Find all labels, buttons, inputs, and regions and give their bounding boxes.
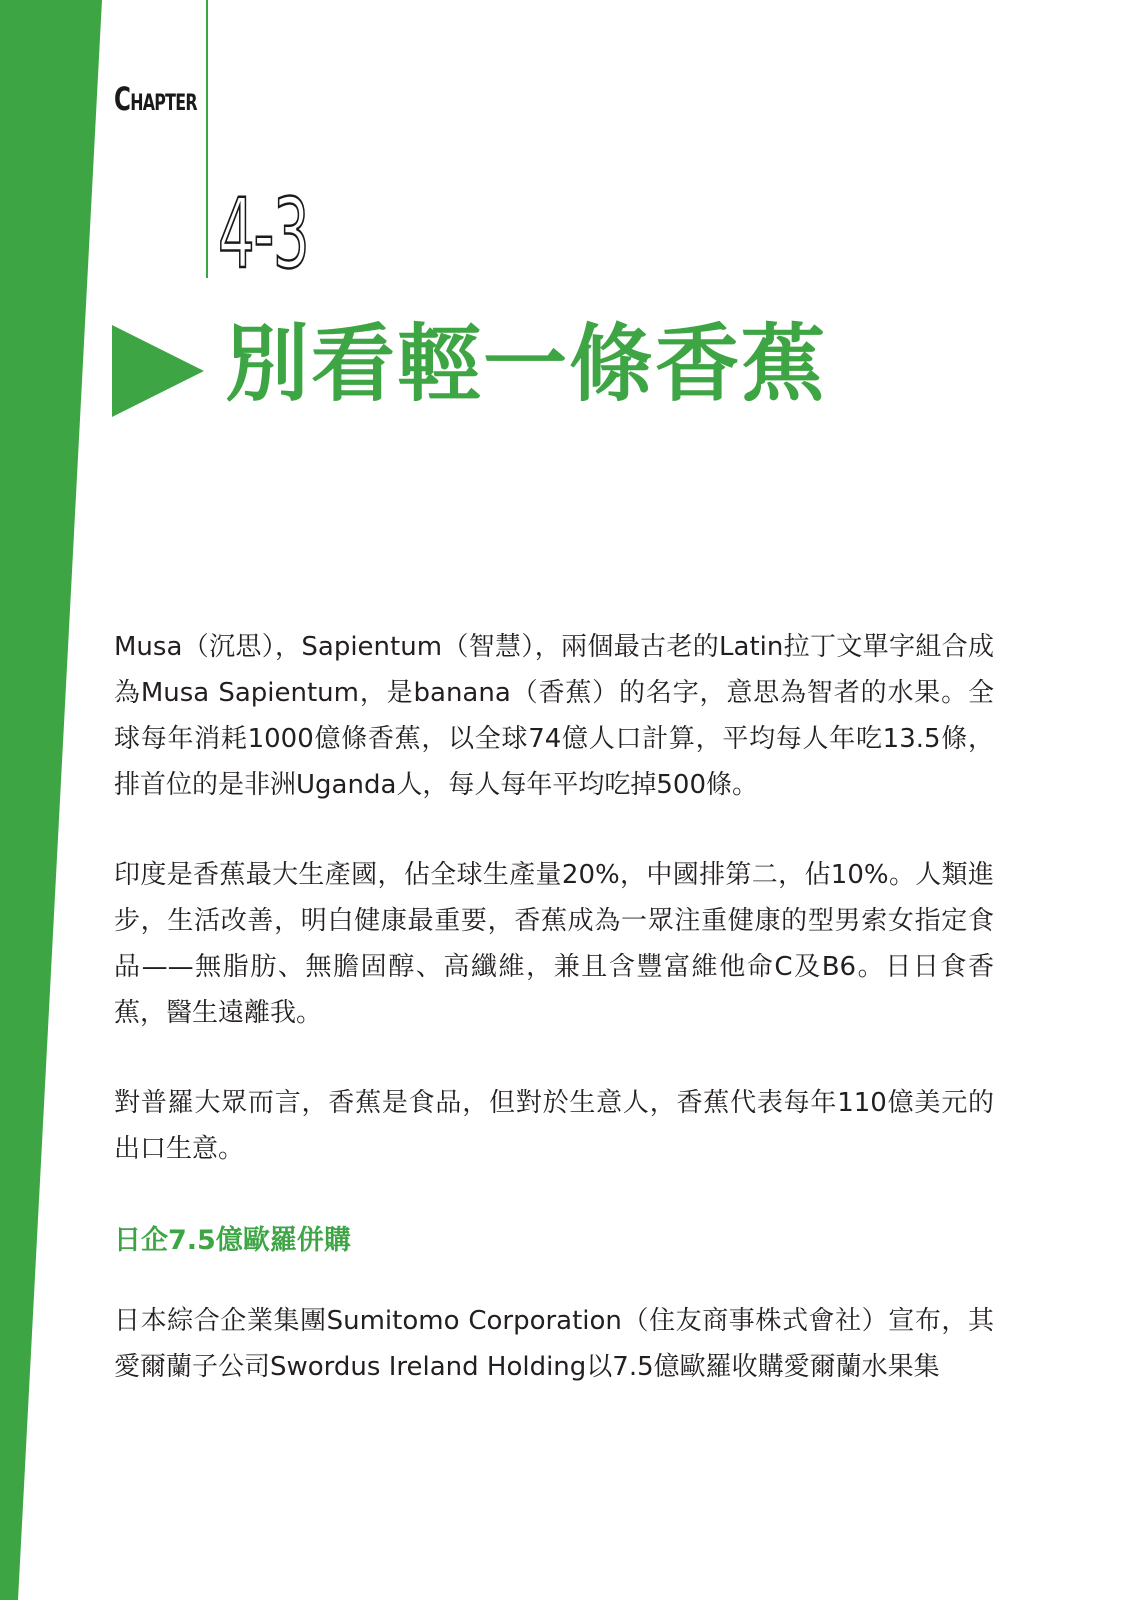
section-heading: 日企7.5億歐羅併購 bbox=[114, 1225, 351, 1256]
page-title: 別看輕一條香蕉 bbox=[225, 315, 828, 413]
body-paragraph-3: 對普羅大眾而言，香蕉是食品，但對於生意人，香蕉代表每年110億美元的出口生意。 bbox=[114, 1088, 994, 1164]
chapter-number: 4-3 bbox=[218, 178, 309, 290]
body-paragraph-4: 日本綜合企業集團Sumitomo Corporation（住友商事株式會社）宣布，其愛爾蘭子公司Swordus Ireland Holding以7.5億歐羅收購愛爾蘭水果集 bbox=[114, 1306, 994, 1382]
chapter-divider-line bbox=[206, 0, 208, 278]
play-triangle-icon bbox=[112, 325, 208, 421]
body-paragraph-1: Musa（沉思），Sapientum（智慧），兩個最古老的Latin拉丁文單字組合成為Musa Sapientum，是banana（香蕉）的名字，意思為智者的水果。全球每年消耗1000億條香蕉，以全球74億人口計算，平均每人年吃13.5條，排首位的是非洲Uganda人，每人每年平均吃掉500條。 bbox=[114, 632, 994, 800]
chapter-label: Chapter bbox=[114, 80, 197, 118]
body-paragraph-2: 印度是香蕉最大生產國，佔全球生產量20%，中國排第二，佔10%。人類進步，生活改善，明白健康最重要，香蕉成為一眾注重健康的型男索女指定食品——無脂肪、無膽固醇、高纖維，兼且含豐富維他命C及B6。日日食香蕉，醫生遠離我。 bbox=[114, 860, 994, 1028]
